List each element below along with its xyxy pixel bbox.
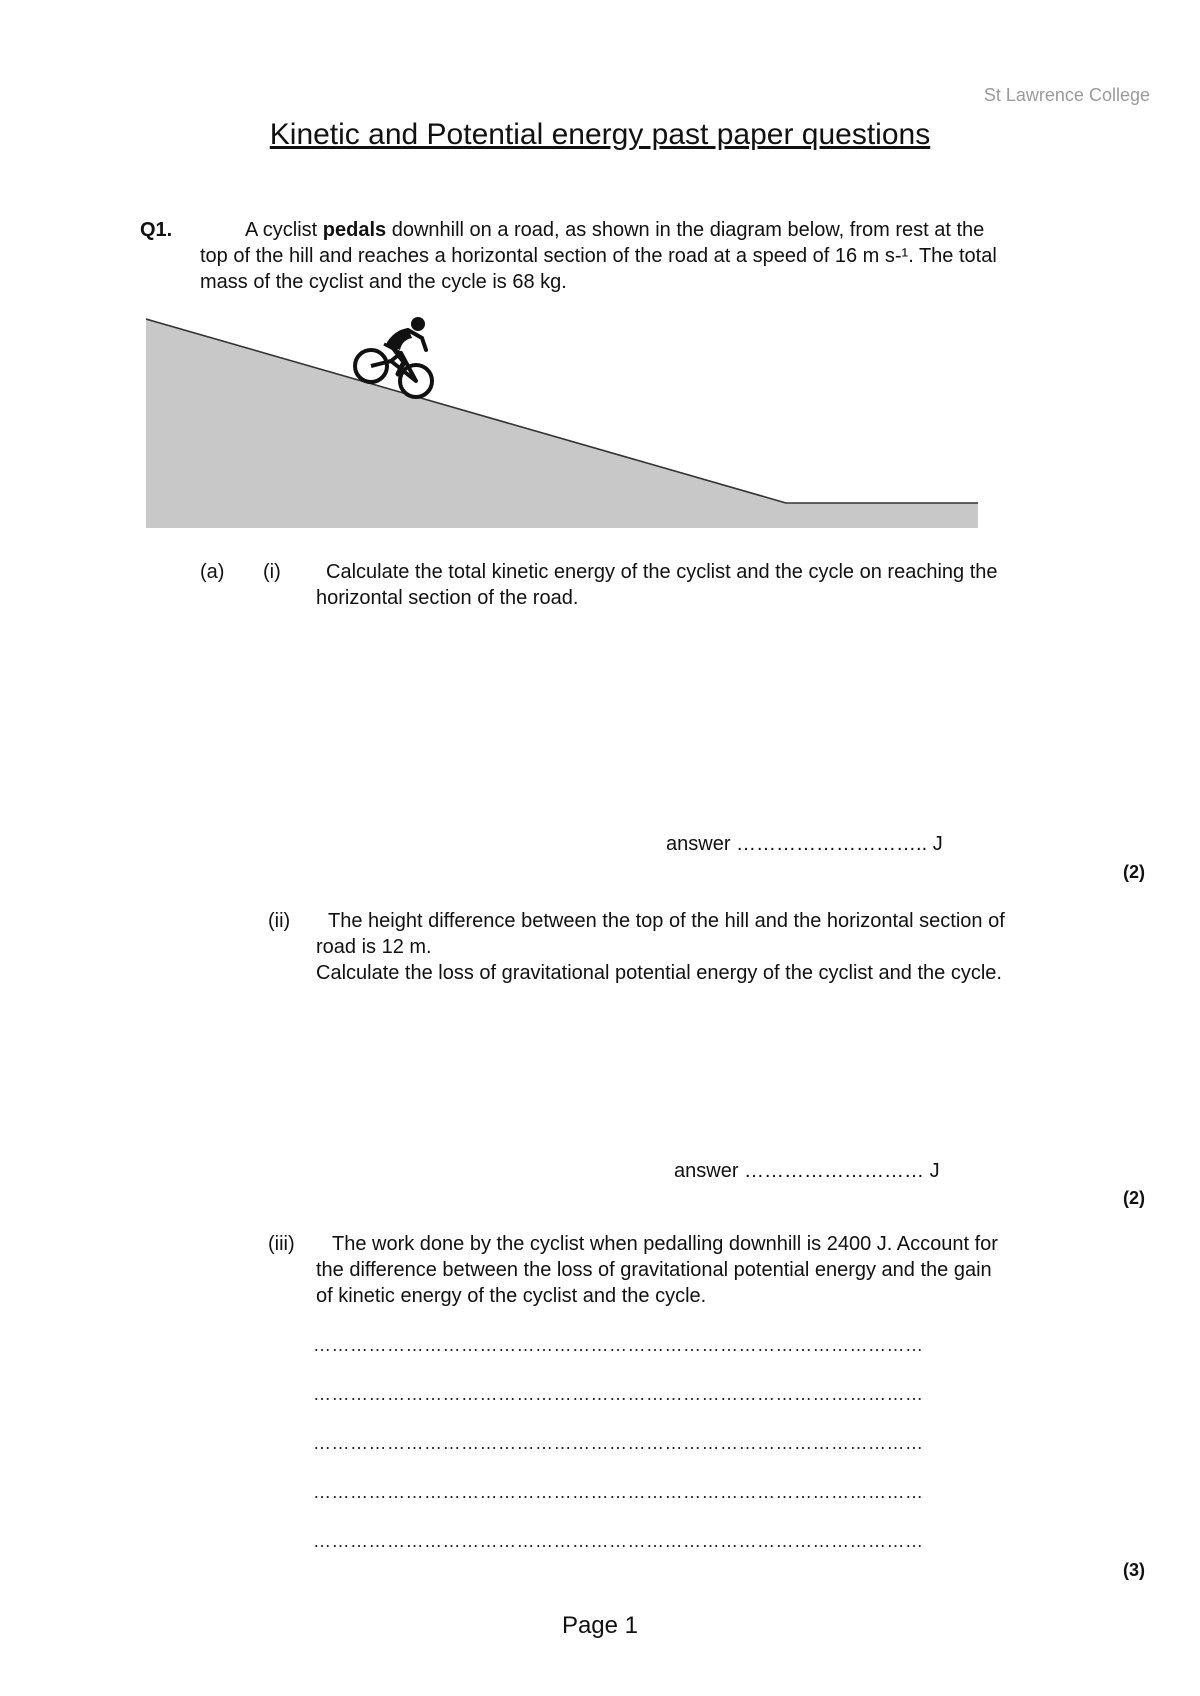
part-ii-line-1: The height difference between the top of the hill and the horizontal section of [328, 910, 1005, 932]
part-i-question [316, 559, 1116, 611]
page-title: Kinetic and Potential energy past paper questions [269, 118, 931, 151]
answer-dotted-line-3[interactable]: ……………………………………………………………………………………… [313, 1433, 924, 1453]
intro-line-1 [200, 217, 1100, 243]
answer-unit: J [927, 833, 943, 855]
part-iii-label: (iii) [268, 1233, 295, 1255]
answer-dotted-line-4[interactable]: ……………………………………………………………………………………… [313, 1482, 924, 1502]
part-i-line-2: horizontal section of the road. [316, 587, 579, 609]
page-number: Page 1 [561, 1612, 639, 1639]
part-iii-line-1: The work done by the cyclist when pedalling downhill is 2400 J. Account for [332, 1233, 998, 1255]
answer-prefix: answer [674, 1160, 745, 1182]
part-iii-line-3: of kinetic energy of the cyclist and the cycle. [316, 1285, 707, 1307]
answer-line-ii [674, 1160, 940, 1183]
answer-blank[interactable]: ……………………….. [736, 833, 928, 855]
part-ii-line-2: road is 12 m. [316, 936, 432, 958]
intro-bold-word: pedals [322, 219, 387, 241]
marks-iii: (3) [1123, 1560, 1145, 1580]
question-intro [200, 217, 1100, 295]
part-a-label: (a) [200, 561, 225, 583]
part-i-line-1: Calculate the total kinetic energy of the cyclist and the cycle on reaching the [326, 561, 998, 583]
marks-i: (2) [1123, 862, 1145, 882]
answer-unit: J [924, 1160, 940, 1182]
intro-text-before: A cyclist [245, 219, 323, 241]
answer-dotted-line-5[interactable]: ……………………………………………………………………………………… [313, 1531, 924, 1551]
school-name: St Lawrence College [983, 85, 1150, 105]
part-iii-line-2: the difference between the loss of gravitational potential energy and the gain [316, 1259, 992, 1281]
answer-prefix: answer [666, 833, 737, 855]
part-ii-label: (ii) [268, 910, 291, 932]
part-ii-question [316, 908, 1136, 986]
hill-diagram [146, 316, 978, 534]
intro-line-3: mass of the cyclist and the cycle is 68 kg. [200, 271, 567, 293]
question-number: Q1. [140, 219, 173, 241]
answer-dotted-line-2[interactable]: ……………………………………………………………………………………… [313, 1384, 924, 1404]
marks-ii: (2) [1123, 1188, 1145, 1208]
answer-blank[interactable]: ……………………… [744, 1160, 925, 1182]
part-i-label: (i) [263, 561, 281, 583]
part-iii-question [316, 1231, 1136, 1309]
hill-shape [146, 319, 978, 528]
answer-dotted-line-1[interactable]: ……………………………………………………………………………………… [313, 1335, 924, 1355]
intro-line-2: top of the hill and reaches a horizontal section of the road at a speed of 16 m s-¹. The total [200, 245, 997, 267]
part-ii-line-3: Calculate the loss of gravitational potential energy of the cyclist and the cycle. [316, 962, 1002, 984]
intro-text-after: downhill on a road, as shown in the diagram below, from rest at the [386, 219, 985, 241]
answer-line-i [666, 833, 943, 856]
